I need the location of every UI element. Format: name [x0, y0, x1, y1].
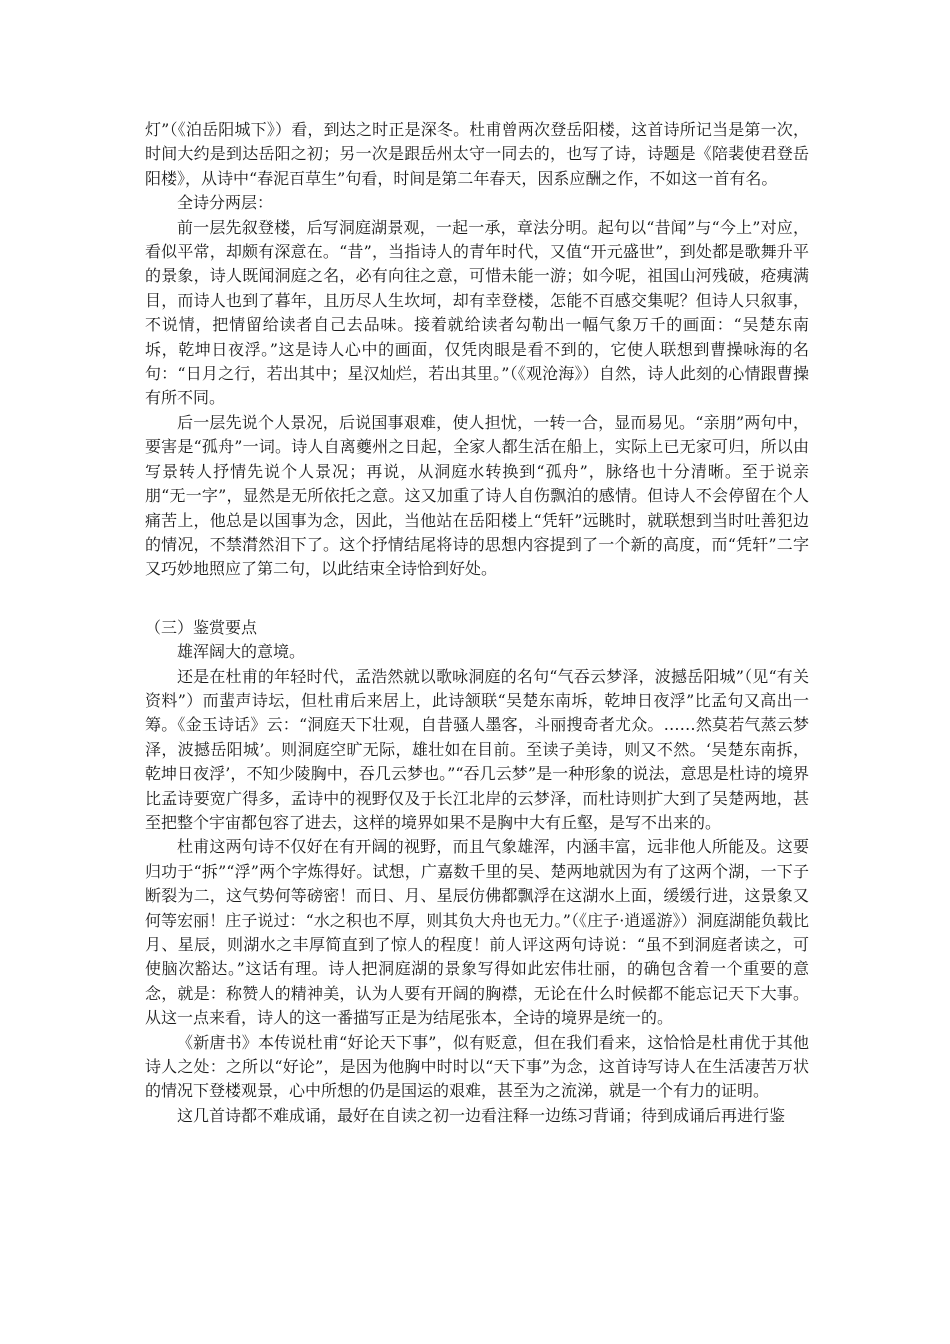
paragraph-comparison: 还是在杜甫的年轻时代，孟浩然就以歌咏洞庭的名句“气吞云梦泽，波撼岳阳城”（见“有关资料”）而蜚声诗坛，但杜甫后来居上，此诗颔联“吴楚东南坼，乾坤日夜浮”比孟句又高出一筹。《金玉诗话》云：“洞庭天下壮观，自昔骚人墨客，斗丽搜奇者尤众。……然莫若气蒸云梦泽，波撼岳阳城’。则洞庭空旷无际，雄壮如在目前。至读子美诗，则又不然。‘吴楚东南拆，乾坤日夜浮’，不知少陵胸中，吞几云梦也。”“吞几云梦”是一种形象的说法，意思是杜诗的境界比孟诗要宽广得多，孟诗中的视野仅及于长江北岸的云梦泽，而杜诗则扩大到了吴楚两地，甚至把整个宇宙都包容了进去，这样的境界如果不是胸中大有丘壑，是写不出来的。: [145, 666, 809, 832]
document-body: [145, 118, 809, 1128]
paragraph-first-layer: 前一层先叙登楼，后写洞庭湖景观，一起一承，章法分明。起句以“昔闻”与“今上”对应，看似平常，却颇有深意在。“昔”，当指诗人的青年时代，又值“开元盛世”，到处都是歌舞升平的景象，诗人既闻洞庭之名，必有向往之意，可惜未能一游；如今呢，祖国山河残破，疮痍满目，而诗人也到了暮年，且历尽人生坎坷，却有幸登楼，怎能不百感交集呢？但诗人只叙事，不说情，把情留给读者自己去品味。接着就给读者勾勒出一幅气象万千的画面：“吴楚东南坼，乾坤日夜浮。”这是诗人心中的画面，仅凭肉眼是看不到的，它使人联想到曹操咏海的名句：“日月之行，若出其中；星汉灿烂，若出其里。”（《观沧海》）自然，诗人此刻的心情跟曹操有所不同。: [145, 217, 809, 408]
paragraph-analysis: 杜甫这两句诗不仅好在有开阔的视野，而且气象雄浑，内涵丰富，远非他人所能及。这要归功于“拆”“浮”两个字炼得好。试想，广嘉数千里的吴、楚两地就因为有了这两个湖，一下子断裂为二，这气势何等磅密！而日、月、星辰仿佛都飘浮在这湖水上面，缓缓行进，这景象又何等宏丽！庄子说过：“水之积也不厚，则其负大舟也无力。”（《庄子·逍遥游》）洞庭湖能负载比月、星辰，则湖水之丰厚简直到了惊人的程度！前人评这两句诗说：“虽不到洞庭者读之，可使脑次豁达。”这话有理。诗人把洞庭湖的景象写得如此宏伟壮丽，的确包含着一个重要的意念，就是：称赞人的精神美，认为人要有开阔的胸襟，无论在什么时候都不能忘记天下大事。从这一点来看，诗人的这一番描写正是为结尾张本，全诗的境界是统一的。: [145, 837, 809, 1028]
paragraph-continuation: 灯”（《泊岳阳城下》）看，到达之时正是深冬。杜甫曾两次登岳阳楼，这首诗所记当是第一次，时间大约是到达岳阳之初；另一次是跟岳州太守一同去的，也写了诗，诗题是《陪裴使君登岳阳楼》，从诗中“春泥百草生”句看，时间是第二年春天，因系应酬之作，不如这一首有名。: [145, 120, 809, 188]
section-subtitle: 雄浑阔大的意境。: [177, 642, 306, 662]
paragraph-recitation: 这几首诗都不难成诵，最好在自读之初一边看注释一边练习背诵；待到成诵后再进行鉴: [177, 1105, 786, 1125]
paragraph-new-tang-book: 《新唐书》本传说杜甫“好论天下事”，似有贬意，但在我们看来，这恰恰是杜甫优于其他诗人之处：之所以“好论”，是因为他胸中时时以“天下事”为念，这首诗写诗人在生活凄苦万状的情况下登楼观景，心中所想的仍是国运的艰难，甚至为之流涕，就是一个有力的证明。: [145, 1032, 809, 1101]
paragraph-structure-intro: 全诗分两层：: [177, 193, 274, 213]
section-spacer: [145, 582, 809, 616]
section-heading: （三）鉴赏要点: [145, 617, 258, 637]
paragraph-second-layer: 后一层先说个人景况，后说国事艰难，使人担忧，一转一合，显而易见。“亲朋”两句中，要害是“孤舟”一词。诗人自离夔州之日起，全家人都生活在船上，实际上已无家可归，所以由写景转人抒情先说个人景况；再说，从洞庭水转换到“孤舟”，脉络也十分清晰。至于说亲朋“无一字”，显然是无所依托之意。这又加重了诗人自伤飘泊的感情。但诗人不会停留在个人痛苦上，他总是以国事为念，因此，当他站在岳阳楼上“凭轩”远眺时，就联想到当时吐善犯边的情况，不禁潸然泪下了。这个抒情结尾将诗的思想内容提到了一个新的高度，而“凭轩”二字又巧妙地照应了第二句，以此结束全诗恰到好处。: [145, 412, 809, 579]
